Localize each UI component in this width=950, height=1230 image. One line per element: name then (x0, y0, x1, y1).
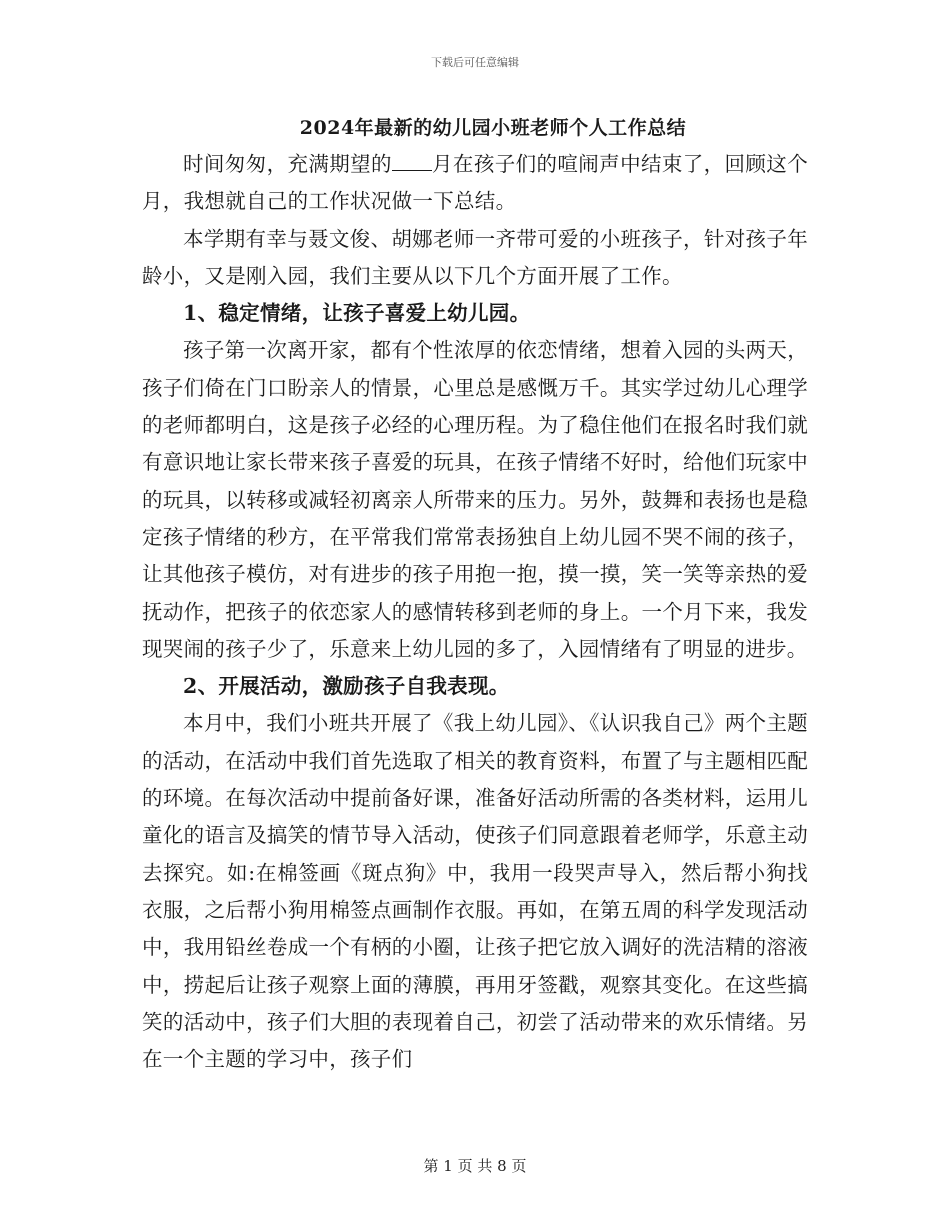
paragraph-4: 本月中，我们小班共开展了《我上幼儿园》、《认识我自己》两个主题的活动，在活动中我们首先选取了相关的教育资料，布置了与主题相匹配的环境。在每次活动中提前备好课，准备好活动所需的各类材料，运用儿童化的语言及搞笑的情节导入活动，使孩子们同意跟着老师学，乐意主动去探究。如:在棉签画《斑点狗》中，我用一段哭声导入，然后帮小狗找衣服，之后帮小狗用棉签点画制作衣服。再如，在第五周的科学发现活动中，我用铅丝卷成一个有柄的小圈，让孩子把它放入调好的洗洁精的溶液中，捞起后让孩子观察上面的薄膜，再用牙签戳，观察其变化。在这些搞笑的活动中，孩子们大胆的表现着自己，初尝了活动带来的欢乐情绪。另在一个主题的学习中，孩子们 (142, 711, 808, 1072)
intro-text-end: 月在孩子们的喧闹声中结束了，回顾这个月，我想就自己的工作状况做一下总结。 (142, 152, 809, 214)
fill-in-blank (392, 152, 432, 171)
section-heading-2: 2、开展活动，激励孩子自我表现。 (183, 674, 510, 699)
document-title: 2024年最新的幼儿园小班老师个人工作总结 (299, 117, 687, 139)
page-footer-number: 第 1 页 共 8 页 (423, 1157, 527, 1175)
paragraph-2: 本学期有幸与聂文俊、胡娜老师一齐带可爱的小班孩子，针对孩子年龄小，又是刚入园，我们主要从以下几个方面开展了工作。 (142, 226, 808, 288)
document-body (142, 110, 808, 1078)
paragraph-3: 孩子第一次离开家，都有个性浓厚的依恋情绪，想着入园的头两天，孩子们倚在门口盼亲人的情景，心里总是感慨万千。其实学过幼儿心理学的老师都明白，这是孩子必经的心理历程。为了稳住他们在报名时我们就有意识地让家长带来孩子喜爱的玩具，在孩子情绪不好时，给他们玩家中的玩具，以转移或减轻初离亲人所带来的压力。另外，鼓舞和表扬也是稳定孩子情绪的秒方，在平常我们常常表扬独自上幼儿园不哭不闹的孩子，让其他孩子模仿，对有进步的孩子用抱一抱，摸一摸，笑一笑等亲热的爱抚动作，把孩子的依恋家人的感情转移到老师的身上。一个月下来，我发现哭闹的孩子少了，乐意来上幼儿园的多了，入园情绪有了明显的进步。 (142, 338, 808, 661)
intro-paragraph (142, 146, 808, 221)
section-heading-1: 1、稳定情绪，让孩子喜爱上幼儿园。 (183, 301, 531, 326)
intro-text-start: 时间匆匆，充满期望的 (183, 152, 392, 176)
page-header-note: 下载后可任意编辑 (431, 56, 519, 69)
